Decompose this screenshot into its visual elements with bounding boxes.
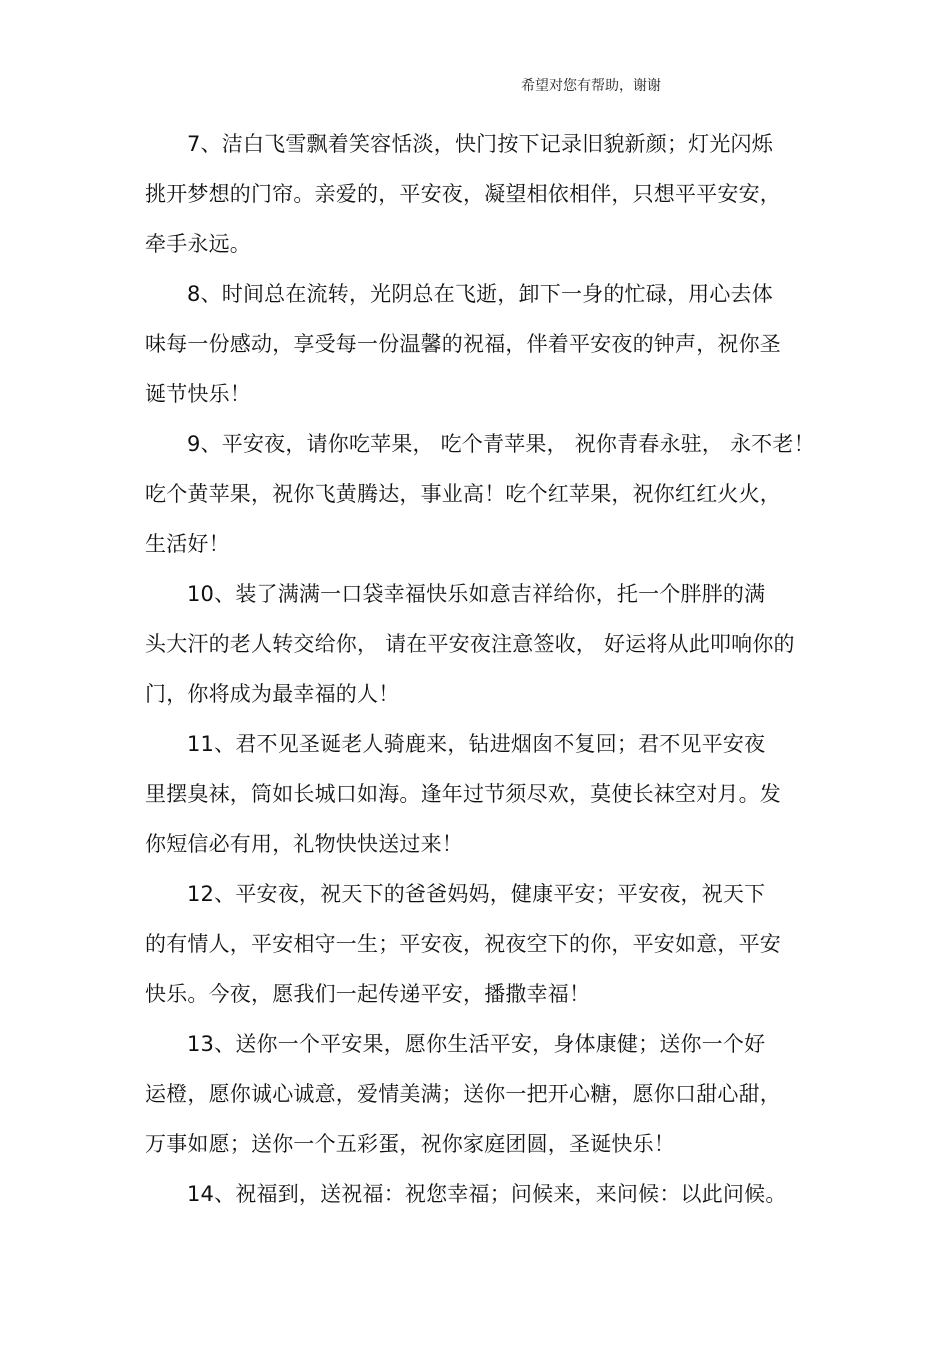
paragraph-13-line-2: 运橙，愿你诚心诚意，爱情美满；送你一把开心糖，愿你口甜心甜， <box>145 1082 781 1106</box>
paragraph-11-line-3: 你短信必有用，礼物快快送过来！ <box>145 832 463 856</box>
paragraph-8-line-1: 8、时间总在流转，光阴总在飞逝，卸下一身的忙碌，用心去体 <box>187 282 773 306</box>
paragraph-10-line-1: 10、装了满满一口袋幸福快乐如意吉祥给你，托一个胖胖的满 <box>187 582 766 606</box>
paragraph-12-line-1: 12、平安夜，祝天下的爸爸妈妈，健康平安；平安夜，祝天下 <box>187 882 766 906</box>
paragraph-9-line-2: 吃个黄苹果，祝你飞黄腾达，事业高！吃个红苹果，祝你红红火火， <box>145 482 781 506</box>
paragraph-9-line-3: 生活好！ <box>145 532 230 556</box>
paragraph-7-line-1: 7、洁白飞雪飘着笑容恬淡，快门按下记录旧貌新颜；灯光闪烁 <box>187 132 773 156</box>
paragraph-9-line-1: 9、平安夜，请你吃苹果， 吃个青苹果， 祝你青春永驻， 永不老！ <box>187 432 815 456</box>
paragraph-10-line-2: 头大汗的老人转交给你， 请在平安夜注意签收， 好运将从此叩响你的 <box>145 632 795 656</box>
paragraph-12-line-2: 的有情人，平安相守一生；平安夜，祝夜空下的你，平安如意，平安 <box>145 932 781 956</box>
paragraph-7-line-3: 牵手永远。 <box>145 232 251 256</box>
paragraph-8-line-3: 诞节快乐！ <box>145 382 251 406</box>
paragraph-10-line-3: 门，你将成为最幸福的人！ <box>145 682 400 706</box>
paragraph-8-line-2: 味每一份感动，享受每一份温馨的祝福，伴着平安夜的钟声，祝你圣 <box>145 332 781 356</box>
paragraph-7-line-2: 挑开梦想的门帘。亲爱的，平安夜，凝望相依相伴，只想平平安安， <box>145 182 781 206</box>
page-header: 希望对您有帮助，谢谢 <box>521 78 661 94</box>
paragraph-13-line-1: 13、送你一个平安果，愿你生活平安，身体康健；送你一个好 <box>187 1032 766 1056</box>
paragraph-13-line-3: 万事如愿；送你一个五彩蛋，祝你家庭团圆，圣诞快乐！ <box>145 1132 675 1156</box>
paragraph-11-line-2: 里摆臭袜，筒如长城口如海。逢年过节须尽欢，莫使长袜空对月。发 <box>145 782 781 806</box>
paragraph-11-line-1: 11、君不见圣诞老人骑鹿来，钻进烟囱不复回；君不见平安夜 <box>187 732 766 756</box>
paragraph-12-line-3: 快乐。今夜，愿我们一起传递平安，播撒幸福！ <box>145 982 591 1006</box>
paragraph-14-line-1: 14、祝福到，送祝福：祝您幸福；问候来，来问候：以此问候。 <box>187 1182 787 1206</box>
